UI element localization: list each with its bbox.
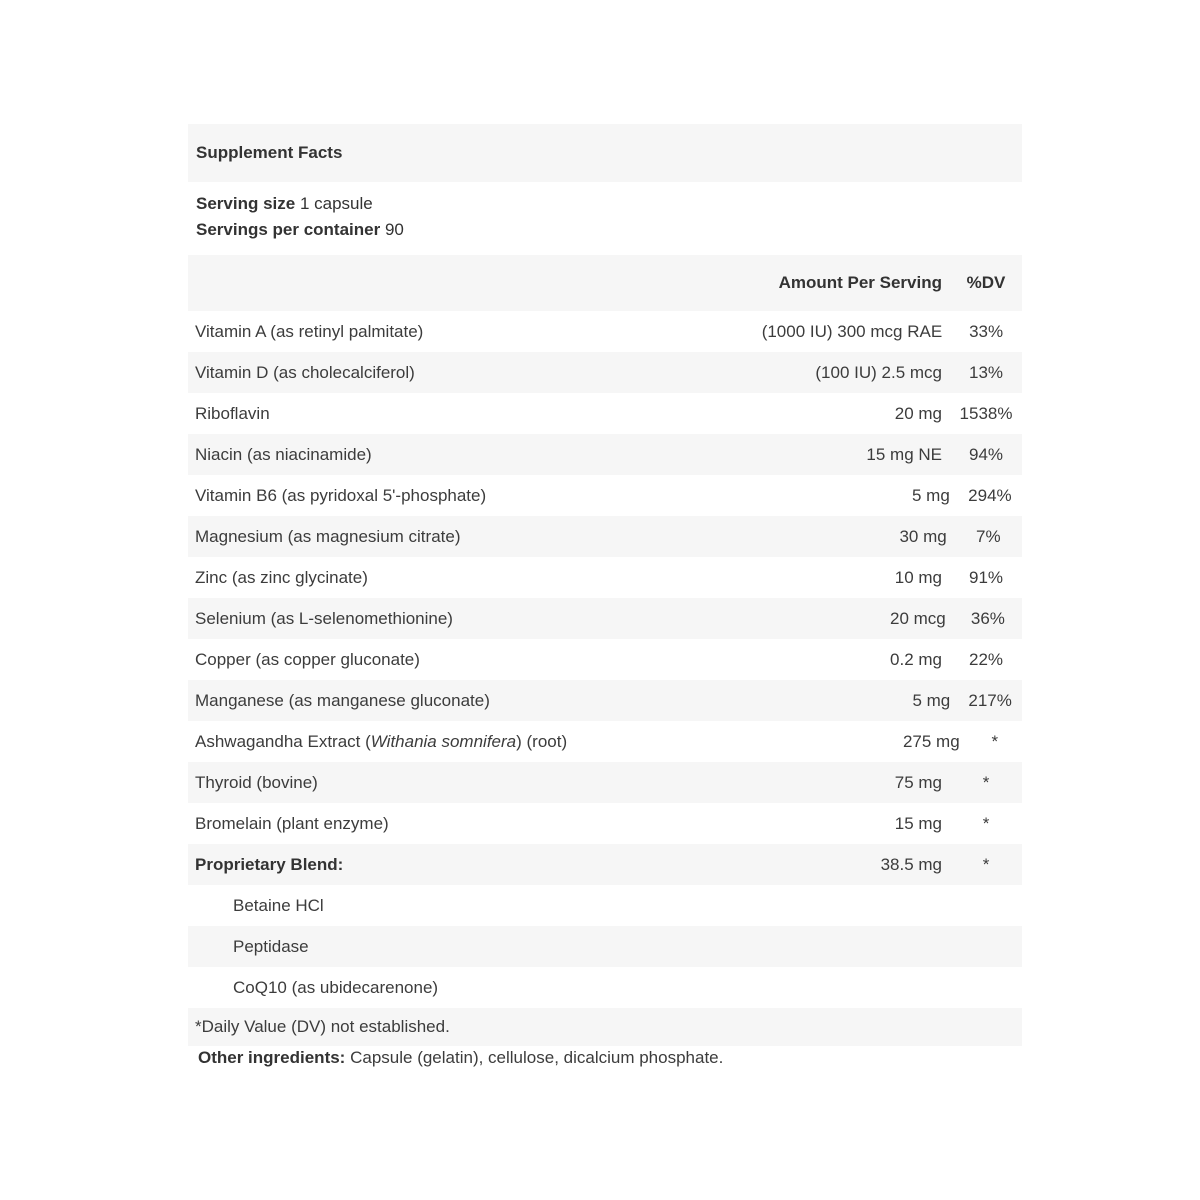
serving-info [188,182,1022,255]
nutrient-amount: 20 mcg [890,608,946,628]
latin-name: Withania somnifera [370,731,517,751]
nutrient-name: Vitamin A (as retinyl palmitate) [195,321,424,341]
nutrient-dv: * [982,772,990,792]
nutrient-name: Niacin (as niacinamide) [195,444,372,464]
nutrient-amount: 15 mg [894,813,942,833]
table-row [188,803,1022,844]
nutrient-name: Thyroid (bovine) [195,772,318,792]
nutrient-amount: 75 mg [894,772,942,792]
nutrient-amount: 10 mg [894,567,942,587]
nutrient-name: Betaine HCl [233,895,324,915]
table-row [188,352,1022,393]
table-row [188,516,1022,557]
servings-per-container-value: 90 [384,220,404,239]
table-row [188,475,1022,516]
serving-size-value: 1 capsule [299,194,373,213]
name-suffix: ) (root) [516,731,568,751]
nutrient-amount: 38.5 mg [880,854,942,874]
other-ingredients-label: Other ingredients: [198,1048,346,1067]
nutrient-dv: 22% [968,649,1004,669]
nutrient-dv: * [991,731,999,751]
serving-size-label: Serving size [196,194,296,213]
table-row [188,393,1022,434]
nutrient-dv: 13% [968,362,1004,382]
nutrient-name: Peptidase [233,936,309,956]
name-prefix: Ashwagandha Extract ( [195,731,371,751]
nutrient-amount: 20 mg [894,403,942,423]
table-header [188,255,1022,311]
nutrient-name: Magnesium (as magnesium citrate) [195,526,461,546]
other-ingredients [188,1046,1022,1068]
nutrient-dv: * [982,854,990,874]
other-ingredients-value: Capsule (gelatin), cellulose, dicalcium phosphate. [350,1048,724,1067]
servings-per-container-label: Servings per container [196,220,381,239]
panel-title: Supplement Facts [188,124,1022,182]
nutrient-dv: 91% [968,567,1004,587]
table-row [188,680,1022,721]
nutrient-dv: 94% [968,444,1004,464]
nutrient-amount: 5 mg [912,485,950,505]
serving-size-line [196,191,1022,217]
nutrient-name: Zinc (as zinc glycinate) [195,567,368,587]
nutrient-amount: 275 mg [902,731,960,751]
table-row [188,639,1022,680]
nutrient-name [188,732,567,752]
table-row-blend-ingredient [188,967,1022,1008]
nutrient-dv: 217% [968,690,1012,710]
nutrient-dv: 294% [968,485,1012,505]
table-row-blend-ingredient [188,926,1022,967]
dv-footnote: *Daily Value (DV) not established. [188,1008,1022,1046]
nutrient-amount: (100 IU) 2.5 mcg [815,362,942,382]
nutrient-amount: 30 mg [899,526,947,546]
servings-per-container-line [196,217,1022,243]
nutrient-amount: 15 mg NE [866,444,942,464]
table-row-proprietary-blend [188,844,1022,885]
table-row-blend-ingredient [188,885,1022,926]
nutrient-name: Vitamin B6 (as pyridoxal 5'-phosphate) [195,485,487,505]
header-amount: Amount Per Serving [778,273,942,292]
nutrient-name: Selenium (as L-selenomethionine) [195,608,453,628]
nutrient-name: CoQ10 (as ubidecarenone) [233,977,439,997]
nutrient-dv: 36% [970,608,1005,628]
nutrient-dv: 1538% [959,403,1013,423]
table-row [188,762,1022,803]
table-row [188,557,1022,598]
nutrient-name: Proprietary Blend: [195,854,344,874]
nutrient-name: Manganese (as manganese gluconate) [195,690,490,710]
table-row [188,721,1022,762]
table-row [188,598,1022,639]
nutrient-dv: 7% [976,526,1001,546]
nutrient-name: Riboflavin [195,403,270,423]
supplement-facts-panel [188,124,1022,1068]
table-row [188,434,1022,475]
nutrient-amount: 0.2 mg [890,649,942,669]
nutrient-amount: (1000 IU) 300 mcg RAE [761,321,943,341]
nutrient-name: Vitamin D (as cholecalciferol) [195,362,415,382]
table-row [188,311,1022,352]
nutrient-dv: 33% [969,321,1004,341]
nutrient-dv: * [982,813,990,833]
nutrient-amount: 5 mg [912,690,951,710]
nutrient-name: Copper (as copper gluconate) [195,649,420,669]
header-dv: %DV [966,273,1006,292]
nutrient-name: Bromelain (plant enzyme) [195,813,389,833]
